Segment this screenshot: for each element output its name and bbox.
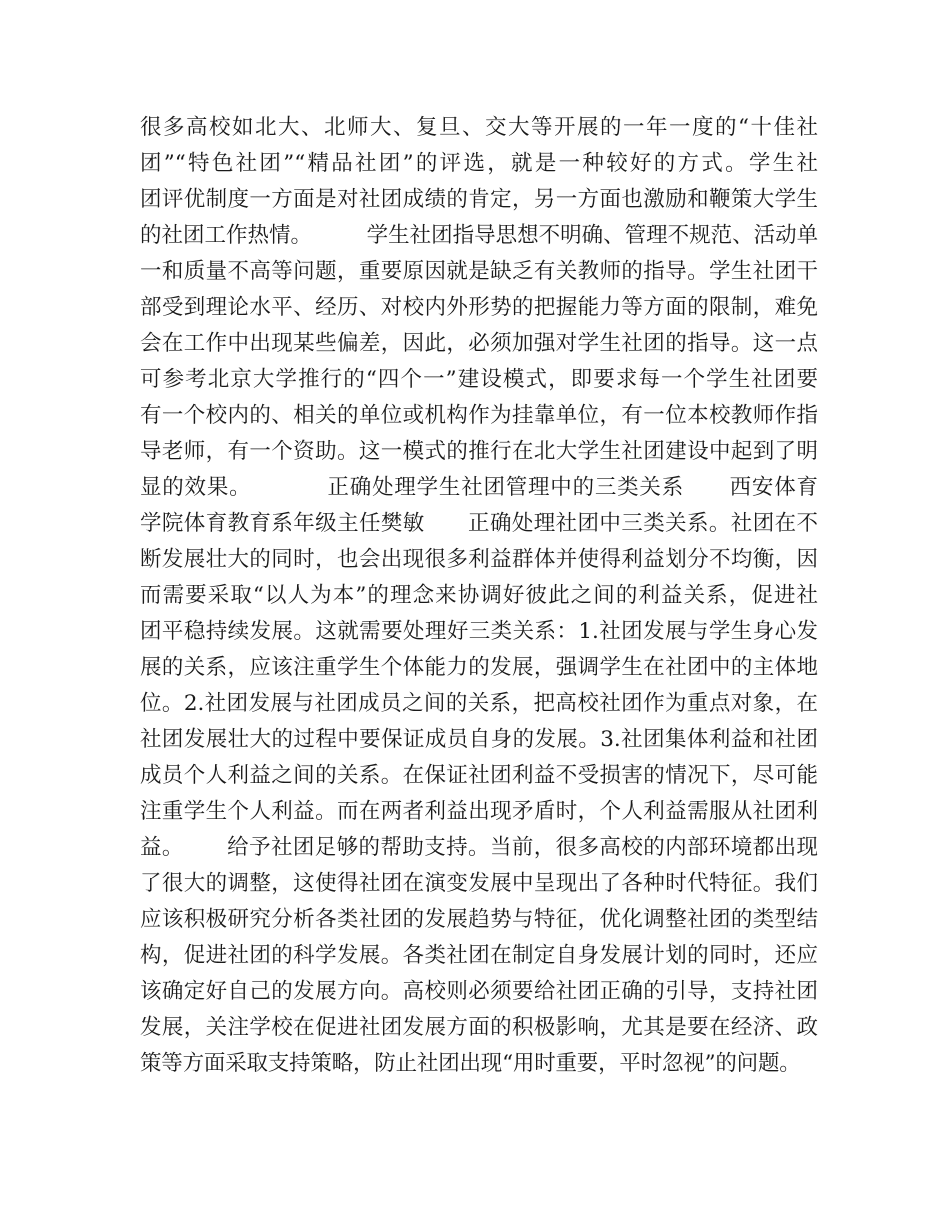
text-line: 发展，关注学校在促进社团发展方面的积极影响，尤其是要在经济、政 — [140, 1015, 818, 1040]
text-line: 断发展壮大的同时，也会出现很多利益群体并使得利益划分不均衡，因 — [140, 547, 818, 572]
text-line: 显的效果。 正确处理学生社团管理中的三类关系 西安体育 — [140, 475, 818, 500]
text-line: 策等方面采取支持策略，防止社团出现“用时重要，平时忽视”的问题。 — [140, 1051, 801, 1076]
body-text — [140, 110, 818, 1082]
text-line: 了很大的调整，这使得社团在演变发展中呈现出了各种时代特征。我们 — [140, 871, 818, 896]
text-line: 可参考北京大学推行的“四个一”建设模式，即要求每一个学生社团要 — [140, 367, 818, 392]
text-line: 成员个人利益之间的关系。在保证社团利益不受损害的情况下，尽可能 — [140, 763, 818, 788]
text-line: 团评优制度一方面是对社团成绩的肯定，另一方面也激励和鞭策大学生 — [140, 187, 818, 212]
text-line: 益。 给予社团足够的帮助支持。当前，很多高校的内部环境都出现 — [140, 835, 818, 860]
text-line: 应该积极研究分析各类社团的发展趋势与特征，优化调整社团的类型结 — [140, 907, 818, 932]
text-line: 部受到理论水平、经历、对校内外形势的把握能力等方面的限制，难免 — [140, 295, 818, 320]
text-line: 有一个校内的、相关的单位或机构作为挂靠单位，有一位本校教师作指 — [140, 403, 818, 428]
text-line: 很多高校如北大、北师大、复旦、交大等开展的一年一度的“十佳社 — [140, 115, 818, 140]
text-line: 学院体育教育系年级主任樊敏 正确处理社团中三类关系。社团在不 — [140, 511, 818, 536]
text-line: 的社团工作热情。 学生社团指导思想不明确、管理不规范、活动单 — [140, 223, 819, 248]
text-line: 团平稳持续发展。这就需要处理好三类关系：1.社团发展与学生身心发 — [140, 619, 818, 644]
text-line: 团”“特色社团”“精品社团”的评选，就是一种较好的方式。学生社 — [140, 151, 818, 176]
text-line: 一和质量不高等问题，重要原因就是缺乏有关教师的指导。学生社团干 — [140, 259, 818, 284]
text-line: 会在工作中出现某些偏差，因此，必须加强对学生社团的指导。这一点 — [140, 331, 818, 356]
text-line: 导老师，有一个资助。这一模式的推行在北大学生社团建设中起到了明 — [140, 439, 818, 464]
text-line: 构，促进社团的科学发展。各类社团在制定自身发展计划的同时，还应 — [140, 943, 818, 968]
text-line: 社团发展壮大的过程中要保证成员自身的发展。3.社团集体利益和社团 — [140, 727, 818, 752]
text-line: 位。2.社团发展与社团成员之间的关系，把高校社团作为重点对象，在 — [140, 691, 818, 716]
text-line: 注重学生个人利益。而在两者利益出现矛盾时，个人利益需服从社团利 — [140, 799, 818, 824]
text-line: 展的关系，应该注重学生个体能力的发展，强调学生在社团中的主体地 — [140, 655, 818, 680]
text-line: 而需要采取“以人为本”的理念来协调好彼此之间的利益关系，促进社 — [140, 583, 818, 608]
text-line: 该确定好自己的发展方向。高校则必须要给社团正确的引导，支持社团 — [140, 979, 818, 1004]
